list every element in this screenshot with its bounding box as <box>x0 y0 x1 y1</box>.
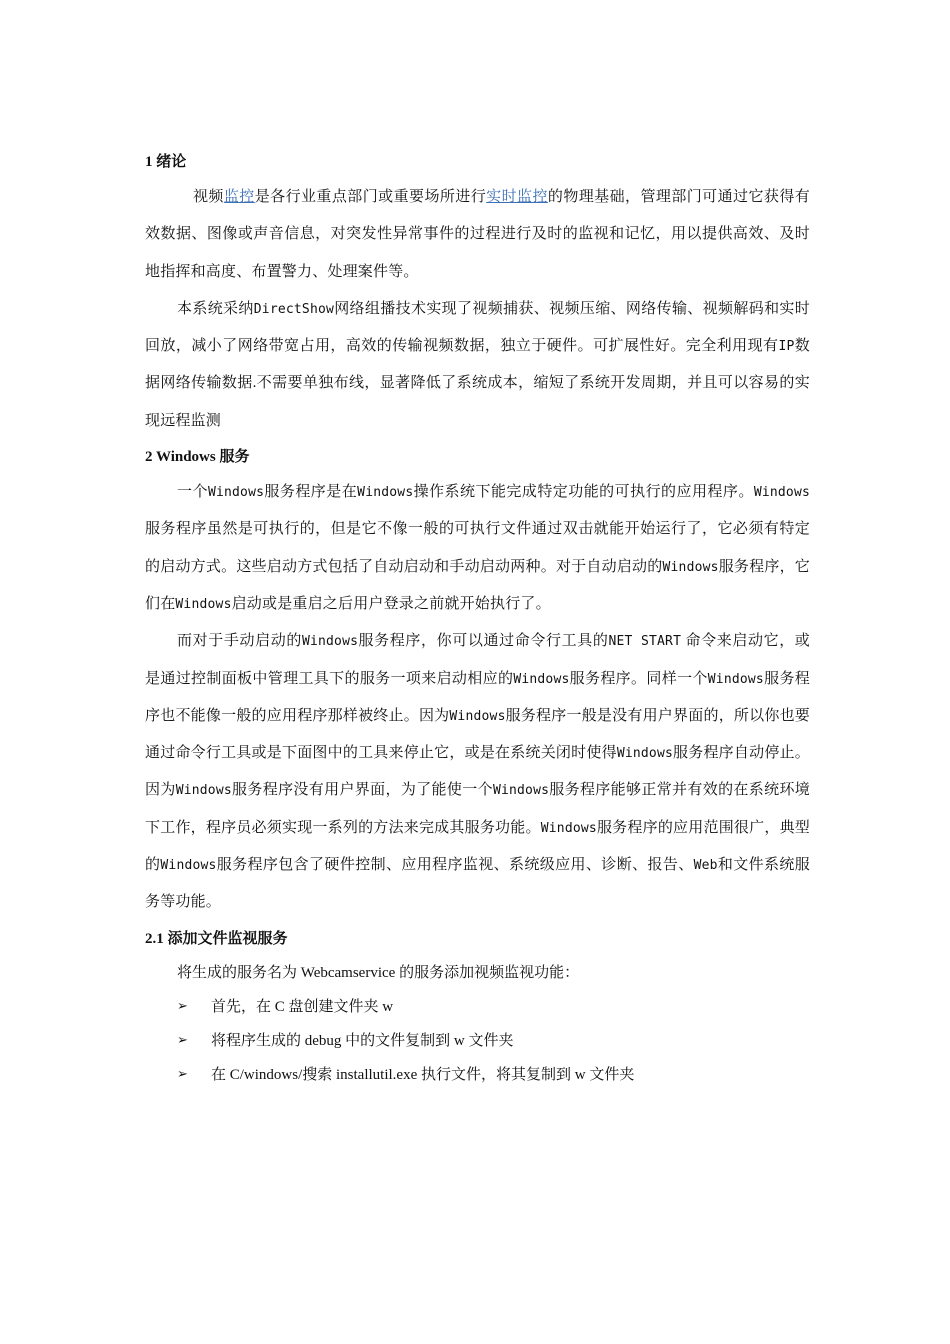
text-run: IP <box>778 339 795 355</box>
paragraph-add-service: 将生成的服务名为 Webcamservice 的服务添加视频监视功能： <box>177 964 580 981</box>
arrow-bullet-icon: ➢ <box>177 1032 188 1048</box>
paragraph-manual-start <box>145 623 810 921</box>
text-run: 服务程序，它们在 <box>145 558 810 612</box>
text-run: NET START <box>608 634 682 650</box>
text-run: Windows <box>207 485 265 501</box>
text-run: 而对于手动启动的 <box>177 633 302 650</box>
text-run: Windows <box>175 783 232 799</box>
text-run: Windows <box>513 671 570 687</box>
arrow-bullet-icon: ➢ <box>177 998 188 1014</box>
text-run: 一个 <box>177 484 208 501</box>
paragraph-intro <box>145 179 810 291</box>
text-run: Windows <box>357 485 414 501</box>
text-run: 启动或是重启之后用户登录之前就开始执行了。 <box>231 595 551 612</box>
text-run: 命令来启动它，或是通过控制面板中管理工具下的服务一项来启动相应的 <box>145 633 811 687</box>
text-run: 服务程序没有用户界面，为了能使一个 <box>231 782 493 799</box>
list-item <box>145 990 810 1024</box>
text-run: 服务程序一般是没有用户界面的，所以你也要通过命令行工具或是下面图中的工具来停止它，或是在系统关闭时使得 <box>145 707 810 762</box>
text-run: 和文件系统服务等功能。 <box>145 857 810 911</box>
text-run: Windows <box>492 783 550 799</box>
text-run: 服务程序虽然是可执行的，但是它不像一般的可执行文件通过双击就能开始运行了，它必须有特定的启动方式。这些启动方式包括了自动启动和手动启动两种。对于自动启动的 <box>145 521 810 575</box>
text-run: Windows <box>540 820 597 836</box>
section-heading-2: 2 Windows 服务 <box>145 449 250 466</box>
text-run: Windows <box>160 858 217 874</box>
document-body <box>145 145 810 1092</box>
list-item-text: 将程序生成的 debug 中的文件复制到 w 文件夹 <box>211 1032 514 1049</box>
list-item <box>145 1024 810 1058</box>
arrow-bullet-icon: ➢ <box>177 1066 188 1082</box>
link-monitoring[interactable]: 监控 <box>223 189 255 205</box>
text-run: 服务程序。同样一个 <box>569 670 708 687</box>
list-item-text: 首先，在 C 盘创建文件夹 w <box>211 998 394 1015</box>
text-run: Web <box>693 858 718 874</box>
text-run: 服务程序是在 <box>264 484 358 501</box>
text-run: 视频 <box>193 189 224 205</box>
text-run: 服务程序包含了硬件控制、应用程序监视、系统级应用、诊断、报告、 <box>216 857 694 874</box>
text-run: 本系统采纳 <box>177 300 254 317</box>
text-run: 的物理基础，管理部门可通过它获得有效数据、图像或声音信息，对突发性异常事件的过程进行及时的监视和记忆，用以提供高效、及时地指挥和高度、布置警力、处理案件等。 <box>145 189 810 280</box>
text-run: 数据网络传输数据. <box>145 338 810 392</box>
text-run: Windows <box>662 559 719 575</box>
section-heading-1: 1 绪论 <box>145 154 187 170</box>
text-run: Windows <box>707 671 764 687</box>
text-run: 不需要单独布线，显著降低了系统成本，缩短了系统开发周期，并且可以容易的实现远程监测 <box>145 375 810 429</box>
text-run: Windows <box>301 634 359 650</box>
text-run: Windows <box>175 596 232 612</box>
text-run: 服务程序，你可以通过命令行工具的 <box>358 633 609 650</box>
list-item <box>145 1058 810 1092</box>
text-run: Windows <box>616 746 673 762</box>
text-run: 是各行业重点部门或重要场所进行 <box>254 189 487 205</box>
paragraph-windows-service <box>145 474 810 623</box>
text-run: 服务程序也不能像一般的应用程序那样被终止。因为 <box>145 670 810 724</box>
section-heading-2-1: 2.1 添加文件监视服务 <box>145 930 288 947</box>
text-run: 操作系统下能完成特定功能的可执行的应用程序。 <box>413 484 754 501</box>
paragraph-system <box>145 291 810 440</box>
link-realtime-monitoring[interactable]: 实时监控 <box>486 189 548 205</box>
text-run: Windows <box>449 708 506 724</box>
text-run: 网络组播技术实现了视频捕获、视频压缩、网络传输、视频解码和实时回放，减小了网络带宽占用，高效的传输视频数据，独立于硬件。可扩展性好。完全利用现有 <box>145 300 810 355</box>
text-run: DirectShow <box>253 301 335 317</box>
text-run: 服务程序能够正常并有效的在系统环境下工作，程序员必须实现一系列的方法来完成其服务功能。 <box>145 782 811 836</box>
text-run: Windows <box>753 485 811 501</box>
text-run: 服务程序自动停止。因为 <box>145 745 810 799</box>
list-item-text: 在 C/windows/搜索 installutil.exe 执行文件，将其复制到 w 文件夹 <box>211 1066 635 1083</box>
text-run: 服务程序的应用范围很广，典型的 <box>145 819 811 874</box>
